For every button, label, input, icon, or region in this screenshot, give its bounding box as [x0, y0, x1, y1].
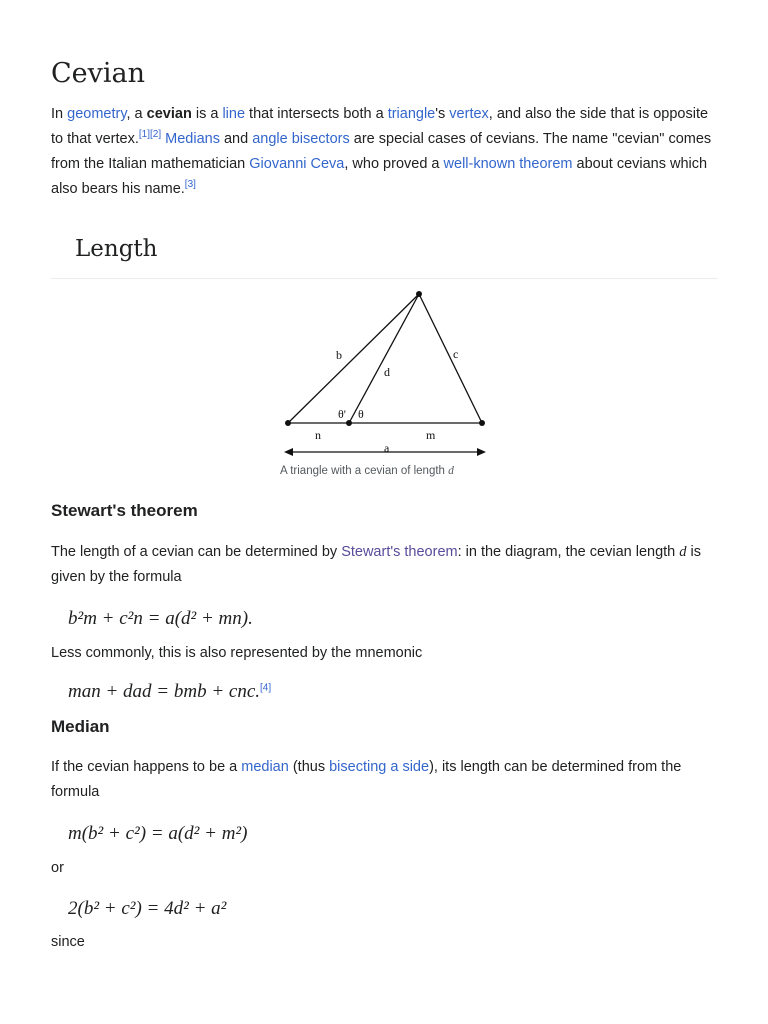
intro-text: , who proved a [344, 156, 444, 172]
intro-text: , a [126, 106, 147, 122]
link-line[interactable]: line [222, 106, 246, 122]
stewart-text: : in the diagram, the cevian length [457, 544, 680, 560]
stewart-paragraph [51, 540, 721, 590]
label-theta: θ [358, 407, 364, 421]
vertex-dot [416, 291, 422, 297]
formula-mnemonic: man + dad = bmb + cnc. [68, 681, 261, 702]
formula-stewart: b²m + c²n = a(d² + mn). [68, 608, 253, 629]
median-paragraph [51, 755, 721, 805]
side-c [419, 294, 482, 423]
median-text: ), its length can be determined from the formula [51, 759, 682, 800]
caption-text: A triangle with a cevian of length [280, 465, 449, 477]
caption-variable: d [448, 465, 454, 477]
intro-text: that intersects both a [245, 106, 388, 122]
arrow-head-left [284, 448, 293, 456]
or-text: or [51, 860, 64, 876]
formula-median-2: 2(b² + c²) = 4d² + a² [68, 898, 227, 919]
intro-text: 's [435, 106, 450, 122]
vertex-dot [479, 420, 485, 426]
since-text: since [51, 934, 85, 950]
formula-median-1: m(b² + c²) = a(d² + m²) [68, 823, 248, 844]
variable-d: d [679, 544, 687, 560]
intro-text: are special cases of cevians. The name "cevian" comes from the Italian mathematician [51, 131, 712, 172]
vertex-dot [285, 420, 291, 426]
link-geometry[interactable]: geometry [67, 106, 127, 122]
label-n: n [315, 428, 321, 442]
label-c: c [453, 347, 459, 361]
intro-bold-term: cevian [146, 106, 192, 122]
reference-1-2[interactable]: [1][2] [138, 129, 162, 141]
link-well-known-theorem[interactable]: well-known theorem [443, 156, 573, 172]
intro-text: and [219, 131, 253, 147]
link-vertex[interactable]: vertex [449, 106, 489, 122]
stewart-text: The length of a cevian can be determined by [51, 544, 342, 560]
link-median[interactable]: median [241, 759, 289, 775]
subheading-median: Median [51, 717, 110, 736]
median-text: If the cevian happens to be a [51, 759, 242, 775]
link-giovanni-ceva[interactable]: Giovanni Ceva [249, 156, 345, 172]
label-b: b [336, 348, 342, 362]
intro-paragraph [51, 102, 721, 202]
intro-text: , and also the side that is opposite to that vertex. [51, 106, 709, 147]
arrow-head-right [477, 448, 486, 456]
reference-4[interactable]: [4] [260, 682, 272, 694]
label-d: d [384, 365, 390, 379]
cevian-triangle-diagram [280, 286, 490, 458]
link-triangle[interactable]: triangle [387, 106, 436, 122]
cevian-d [349, 294, 419, 423]
intro-text: about cevians which also bears his name. [51, 156, 708, 197]
figure-caption [280, 465, 454, 477]
side-b [288, 294, 419, 423]
subheading-stewarts-theorem: Stewart's theorem [51, 501, 198, 520]
mnemonic-text: Less commonly, this is also represented by the mnemonic [51, 645, 423, 661]
label-a: a [384, 441, 390, 455]
formula-mnemonic-wrap [68, 681, 271, 703]
section-heading-length: Length [75, 236, 158, 262]
link-angle-bisectors[interactable]: angle bisectors [252, 131, 350, 147]
stewart-text: is given by the formula [51, 544, 702, 585]
label-theta-prime: θ' [338, 407, 346, 421]
median-text: (thus [288, 759, 330, 775]
link-stewarts-theorem[interactable]: Stewart's theorem [341, 544, 458, 560]
vertex-dot [346, 420, 352, 426]
reference-3[interactable]: [3] [184, 179, 196, 191]
intro-text: is a [191, 106, 223, 122]
link-medians[interactable]: Medians [165, 131, 220, 147]
link-bisecting-a-side[interactable]: bisecting a side [329, 759, 430, 775]
intro-text: In [51, 106, 68, 122]
label-m: m [426, 428, 436, 442]
page-title: Cevian [51, 58, 146, 89]
section-divider [51, 278, 718, 279]
